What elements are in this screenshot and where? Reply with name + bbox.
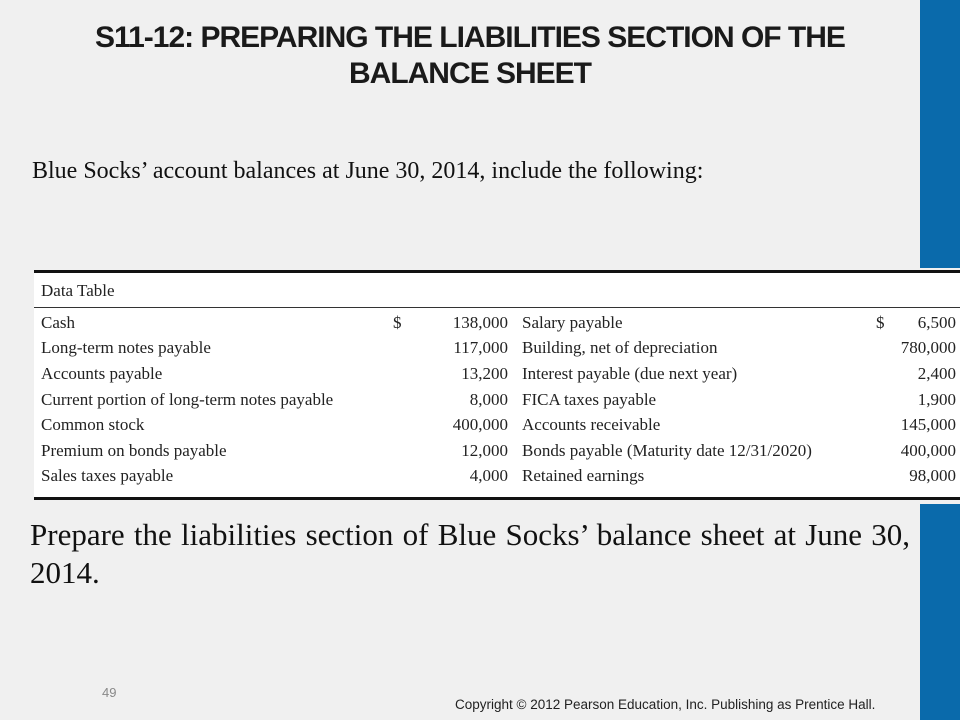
account-name: Accounts receivable (522, 415, 661, 435)
table-row (41, 412, 956, 438)
currency-symbol: $ (393, 312, 402, 332)
data-table (34, 270, 960, 500)
account-balance: 780,000 (900, 338, 956, 358)
account-balance: 4,000 (469, 466, 508, 486)
account-balance: 1,900 (917, 389, 956, 409)
currency-symbol (876, 412, 896, 438)
column-gap (508, 464, 522, 490)
currency-symbol (876, 387, 896, 413)
accent-bar-top (920, 0, 960, 268)
currency-symbol (876, 336, 896, 362)
table-row (41, 310, 956, 336)
currency-symbol (393, 336, 421, 362)
column-gap (508, 412, 522, 438)
data-table-header: Data Table (34, 273, 960, 308)
account-balance: 13,200 (461, 363, 508, 383)
account-balance: 138,000 (452, 312, 508, 332)
copyright-notice: Copyright © 2012 Pearson Education, Inc. Publishing as Prentice Hall. (455, 697, 876, 712)
table-row (41, 336, 956, 362)
account-balance: 8,000 (469, 389, 508, 409)
account-balance: 6,500 (917, 312, 956, 332)
slide-title (40, 20, 900, 92)
currency-symbol (393, 361, 421, 387)
column-gap (508, 387, 522, 413)
currency-symbol (876, 464, 896, 490)
table-row (41, 464, 956, 490)
account-name: Premium on bonds payable (41, 440, 227, 460)
currency-symbol (393, 387, 421, 413)
data-table-grid (41, 310, 956, 489)
account-name: Retained earnings (522, 466, 645, 486)
slide-title-line-2: BALANCE SHEET (348, 57, 591, 90)
account-balance: 145,000 (900, 415, 956, 435)
column-gap (508, 310, 522, 336)
accent-bar-bottom (920, 504, 960, 720)
account-name: Current portion of long-term notes payable (41, 389, 334, 409)
account-balance: 117,000 (453, 338, 508, 358)
currency-symbol (393, 464, 421, 490)
account-balance: 400,000 (452, 415, 508, 435)
currency-symbol (393, 438, 421, 464)
column-gap (508, 336, 522, 362)
account-name: Sales taxes payable (41, 466, 174, 486)
account-balance: 400,000 (900, 440, 956, 460)
question-text: Prepare the liabilities section of Blue Socks’ balance sheet at June 30, 2014. (30, 517, 910, 590)
account-name: Cash (41, 312, 75, 332)
table-row (41, 387, 956, 413)
account-name: Common stock (41, 415, 145, 435)
account-balance: 2,400 (917, 363, 956, 383)
account-name: Long-term notes payable (41, 338, 211, 358)
account-balance: 12,000 (461, 440, 508, 460)
account-name: Accounts payable (41, 363, 163, 383)
currency-symbol: $ (876, 312, 885, 332)
column-gap (508, 361, 522, 387)
table-row (41, 438, 956, 464)
account-name: Building, net of depreciation (522, 338, 718, 358)
currency-symbol (393, 412, 421, 438)
account-name: Interest payable (due next year) (522, 363, 738, 383)
account-name: Salary payable (522, 312, 623, 332)
page-number: 49 (102, 685, 117, 700)
column-gap (508, 438, 522, 464)
table-row (41, 361, 956, 387)
currency-symbol (876, 438, 896, 464)
intro-text: Blue Socks’ account balances at June 30, 2014, include the following: (32, 158, 704, 184)
account-name: FICA taxes payable (522, 389, 657, 409)
data-table-body (41, 310, 956, 489)
slide-title-line-1: S11-12: PREPARING THE LIABILITIES SECTION OF THE (95, 21, 845, 54)
account-balance: 98,000 (909, 466, 956, 486)
account-name: Bonds payable (Maturity date 12/31/2020) (522, 440, 812, 460)
currency-symbol (876, 361, 896, 387)
